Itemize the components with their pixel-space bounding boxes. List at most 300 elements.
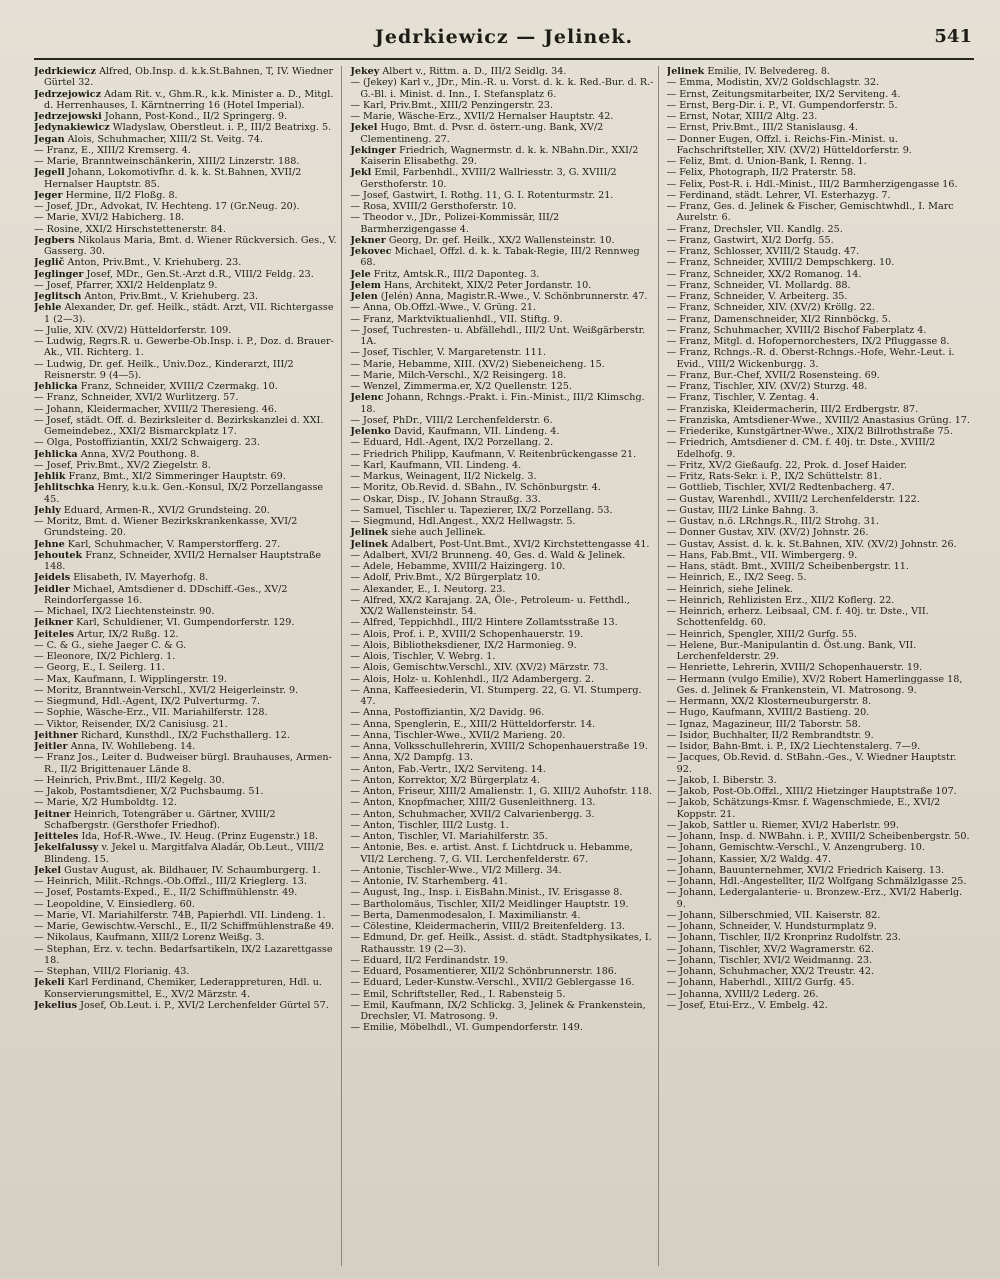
directory-entry: [350, 381, 653, 392]
directory-entry: [350, 359, 653, 370]
entry-surname: Jekner: [350, 234, 386, 246]
entry-details: — C. & G., siehe Jaeger C. & G.: [34, 639, 187, 651]
entry-details: Anna, IV. Wohllebeng. 14.: [70, 741, 196, 752]
directory-entry: [34, 685, 337, 696]
directory-entry: [667, 201, 970, 224]
entry-details: — Josef, Tischler, V. Margaretenstr. 111.: [350, 347, 546, 359]
directory-entry: [667, 134, 970, 157]
directory-entry: [34, 876, 337, 887]
directory-entry: [350, 674, 653, 685]
directory-entry: [350, 1000, 653, 1023]
entry-details: — Markus, Weinagent, II/2 Nickelg. 3.: [350, 471, 537, 482]
entry-details: — Emil, Kaufmann, IX/2 Schlickg. 3, Jelinek & Frankenstein, Drechsler, VI. Matrosong. 9.: [350, 999, 646, 1022]
directory-entry: [667, 696, 970, 707]
entry-details: — Johanna, XVIII/2 Lederg. 26.: [666, 988, 819, 1000]
entry-details: — Hermann (vulgo Emilie), XV/2 Robert Hamerlinggasse 18, Ges. d. Jelinek & Frankenstein, VI. Matrosong. 9.: [666, 673, 963, 696]
directory-entry: [350, 764, 653, 775]
directory-entry: [667, 674, 970, 697]
directory-entry: [34, 437, 337, 448]
directory-entry: [34, 224, 337, 235]
entry-surname: Jekel: [34, 864, 62, 876]
directory-entry: [34, 111, 337, 122]
directory-entry: [34, 809, 337, 832]
entry-details: — Moritz, Branntwein-Verschl., XVI/2 Heigerleinstr. 9.: [34, 684, 299, 696]
entry-details: Alfred, Ob.Insp. d. k.k.St.Bahnen, T, IV. Wiedner Gürtel 32.: [44, 66, 334, 89]
directory-entry: [350, 730, 653, 741]
directory-entry: [667, 392, 970, 403]
entry-surname: Jehlitschka: [34, 482, 95, 494]
directory-entry: [667, 887, 970, 910]
directory-entry: [350, 167, 653, 190]
entry-details: — Siegmund, Hdl.Angest., XX/2 Hellwagstr. 5.: [350, 516, 576, 527]
entry-details: — Marie, Gewischtw.-Verschl., E., II/2 Schiffmühlenstraße 49.: [34, 921, 335, 932]
entry-details: — Felix, Photograph, II/2 Praterstr. 58.: [666, 167, 857, 179]
entry-surname: Jeidler: [34, 583, 70, 595]
entry-details: — Isidor, Buchhalter, II/2 Rembrandtstr. 9.: [666, 729, 874, 741]
directory-entry: [34, 707, 337, 718]
directory-entry: [667, 325, 970, 336]
entry-details: Hermine, II/2 Floßg. 8.: [65, 189, 178, 201]
entry-details: — Johann, Hdl.-Angestellter, II/2 Wolfgang Schmälzlgasse 25.: [666, 876, 967, 887]
directory-entry: [350, 651, 653, 662]
entry-surname: Jekelius: [34, 999, 78, 1011]
column-right: [667, 66, 974, 1266]
directory-entry: [667, 797, 970, 820]
directory-entry: [350, 280, 653, 291]
entry-details: — Gustav, III/2 Linke Bahng. 3.: [666, 504, 819, 516]
entry-details: — Ludwig, Dr. gef. Heilk., Univ.Doz., Kinderarzt, III/2 Reisnerstr. 9 (4—5).: [34, 358, 294, 381]
directory-entry: [350, 111, 653, 122]
directory-entry: [350, 460, 653, 471]
directory-entry: [350, 842, 653, 865]
directory-entry: [667, 505, 970, 516]
directory-entry: [350, 966, 653, 977]
entry-details: Emil, Farbenhdl., XVIII/2 Wallriesstr. 3, G. XVIII/2 Gersthoferstr. 10.: [360, 167, 617, 190]
directory-entry: [667, 561, 970, 572]
page-number: 541: [934, 26, 972, 47]
directory-entry: [34, 302, 337, 325]
entry-details: — Johann, Tischler, XVI/2 Weidmanng. 23.: [666, 954, 873, 966]
entry-details: — Franz, Ges. d. Jelinek & Fischer, Gemischtwhdl., I. Marc Aurelstr. 6.: [666, 201, 954, 224]
entry-details: — Anton, Knopfmacher, XIII/2 Gusenleithnerg. 13.: [350, 797, 596, 809]
directory-entry: [350, 831, 653, 842]
directory-entry: [34, 235, 337, 258]
entry-details: Anton, Priv.Bmt., V. Kriehuberg. 23.: [84, 291, 259, 302]
entry-details: — Marie, Branntweinschänkerin, XIII/2 Linzerstr. 188.: [34, 156, 300, 167]
entry-details: — Julie, XIV. (XV/2) Hütteldorferstr. 109.: [34, 324, 232, 336]
entry-details: Franz, Schneider, XVIII/2 Czermakg. 10.: [80, 381, 278, 392]
entry-details: Adalbert, Post-Unt.Bmt., XVI/2 Kirchstettengasse 41.: [391, 538, 650, 550]
directory-entry: [350, 865, 653, 876]
entry-details: — Ludwig, Regrs.R. u. Gewerbe-Ob.Insp. i. P., Doz. d. Brauer-Ak., VII. Richterg. 1.: [34, 336, 334, 359]
entry-details: — Michael, IX/2 Liechtensteinstr. 90.: [34, 606, 215, 617]
directory-entry: [350, 471, 653, 482]
entry-surname: Jeglitsch: [34, 291, 82, 302]
entry-details: — Anton, Fab.-Vertr., IX/2 Serviteng. 14.: [350, 763, 546, 775]
entry-surname: Jehle: [34, 302, 62, 314]
entry-details: — Ignaz, Magazineur, III/2 Taborstr. 58.: [666, 718, 861, 730]
directory-entry: [350, 235, 653, 246]
directory-entry: [667, 122, 970, 133]
directory-entry: [667, 66, 970, 77]
entry-details: — Marie, XVI/2 Habicherg. 18.: [34, 212, 185, 224]
entry-details: — Anna, X/2 Dampfg. 13.: [350, 752, 473, 764]
entry-details: — Sophie, Wäsche-Erz., VII. Mariahilferstr. 128.: [34, 707, 268, 719]
entry-details: — Anton, Korrektor, X/2 Bürgerplatz 4.: [350, 774, 541, 786]
directory-entry: [350, 145, 653, 168]
entry-details: — Eleonore, IX/2 Pichlerg. 1.: [34, 651, 176, 662]
entry-details: — Johann, Haberhdl., XIII/2 Gurfg. 45.: [666, 977, 855, 989]
directory-entry: [34, 505, 337, 516]
directory-entry: [667, 707, 970, 718]
entry-details: — Josef, Pfarrer, XXI/2 Heldenplatz 9.: [34, 279, 218, 291]
directory-entry: [350, 629, 653, 640]
directory-entry: [34, 156, 337, 167]
directory-entry: [667, 156, 970, 167]
entry-details: — Franz, Drechsler, VII. Kandlg. 25.: [666, 223, 843, 235]
directory-entry: [34, 797, 337, 808]
entry-details: — Josef, JDr., Advokat, IV. Hechteng. 17 (Gr.Neug. 20).: [34, 201, 300, 212]
directory-entry: [667, 820, 970, 831]
entry-details: — Edmund, Dr. gef. Heilk., Assist. d. städt. Stadtphysikates, I. Rathausstr. 19 (2—3).: [350, 932, 652, 955]
directory-entry: [34, 921, 337, 932]
directory-entry: [34, 1000, 337, 1011]
directory-entry: [34, 865, 337, 876]
entry-details: — Ernst, Zeitungsmitarbeiter, IX/2 Serviteng. 4.: [666, 88, 901, 100]
entry-details: — Samuel, Tischler u. Tapezierer, IX/2 Porzellang. 53.: [350, 504, 613, 516]
directory-entry: [350, 505, 653, 516]
directory-entry: [667, 314, 970, 325]
entry-details: — Johann, Bauunternehmer, XVI/2 Friedrich Kaiserg. 13.: [666, 864, 945, 876]
entry-details: — Anton, Friseur, XIII/2 Amalienstr. 1, G. XIII/2 Auhofstr. 118.: [350, 786, 653, 797]
directory-entry: [667, 494, 970, 505]
entry-details: — Stephan, Erz. v. techn. Bedarfsartikeln, IX/2 Lazarettgasse 18.: [34, 943, 333, 966]
entry-details: — Ernst, Notar, XIII/2 Altg. 23.: [666, 111, 818, 122]
entry-details: — Anna, Tischler-Wwe., XVII/2 Marieng. 20.: [350, 729, 566, 741]
directory-entry: [350, 685, 653, 708]
directory-entry: [34, 629, 337, 640]
entry-details: Fritz, Amtsk.R., III/2 Daponteg. 3.: [373, 268, 540, 280]
directory-entry: [350, 269, 653, 280]
entry-surname: Jedrkiewicz: [34, 66, 96, 77]
directory-entry: [667, 640, 970, 663]
entry-details: — Franz, E., XIII/2 Kremserg. 4.: [34, 144, 191, 156]
entry-details: — Johann, Kassier, X/2 Waldg. 47.: [666, 853, 832, 865]
entry-details: — Ernst, Berg-Dir. i. P., VI. Gumpendorferstr. 5.: [666, 99, 898, 111]
directory-entry: [34, 730, 337, 741]
directory-entry: [350, 437, 653, 448]
entry-details: Ida, Hof-R.-Wwe., IV. Heug. (Prinz Eugenstr.) 18.: [81, 831, 319, 842]
entry-details: — Gottlieb, Tischler, XVI/2 Redtenbacherg. 47.: [666, 482, 895, 494]
entry-details: — Ernst, Priv.Bmt., III/2 Stanislausg. 4.: [666, 122, 858, 134]
entry-details: — Alois, Prof. i. P., XVIII/2 Schopenhauerstr. 19.: [350, 628, 584, 640]
directory-entry: [667, 89, 970, 100]
directory-entry: [667, 1000, 970, 1011]
entry-details: — Josef, PhDr., VIII/2 Lerchenfelderstr. 6.: [350, 414, 553, 426]
directory-entry: [34, 944, 337, 967]
entry-surname: Jegell: [34, 167, 65, 179]
entry-details: Friedrich, Wagnermstr. d. k. k. NBahn.Dir., XXI/2 Kaiserin Elisabethg. 29.: [360, 144, 639, 167]
directory-entry: [667, 775, 970, 786]
entry-details: — Franz, Schuhmacher, XVIII/2 Bischof Faberplatz 4.: [666, 324, 927, 336]
entry-details: — Eduard, Leder-Kunstw.-Verschl., XVII/2 Geblergasse 16.: [350, 977, 635, 989]
entry-surname: Jeiteles: [34, 628, 74, 640]
entry-surname: Jehoutek: [34, 549, 83, 561]
entry-details: — Anton, Schuhmacher, XVII/2 Calvarienbergg. 3.: [350, 808, 595, 820]
directory-entry: [667, 966, 970, 977]
entry-details: — Johann, Silberschmied, VII. Kaiserstr. 82.: [666, 909, 881, 921]
entry-surname: Jehlik: [34, 471, 66, 482]
entry-details: Johann, Rchngs.-Prakt. i. Fin.-Minist., III/2 Klimschg. 18.: [360, 392, 645, 415]
entry-details: — Johann, Tischler, XV/2 Wagramerstr. 62.: [666, 943, 874, 955]
directory-entry: [34, 89, 337, 112]
directory-entry: [350, 977, 653, 988]
entry-details: — Heinrich, Spengler, XIII/2 Gurfg. 55.: [666, 628, 858, 640]
directory-entry: [350, 876, 653, 887]
entry-surname: Jekeli: [34, 977, 65, 989]
entry-surname: Jelinek: [666, 66, 705, 77]
directory-entry: [350, 662, 653, 673]
directory-entry: [350, 314, 653, 325]
entry-details: — Franz, Schneider, XVIII/2 Dempschkerg. 10.: [666, 257, 895, 269]
directory-entry: [350, 707, 653, 718]
entry-details: — Rosine, XXI/2 Hirschstettenerstr. 84.: [34, 223, 226, 235]
entry-details: Hans, Architekt, XIX/2 Peter Jordanstr. 10.: [383, 279, 592, 291]
entry-details: Emilie, IV. Belvedereg. 8.: [707, 66, 830, 77]
directory-entry: [667, 291, 970, 302]
directory-entry: [350, 741, 653, 752]
directory-entry: [667, 460, 970, 471]
entry-details: — Jacques, Ob.Revid. d. StBahn.-Ges., V. Wiedner Hauptstr. 92.: [666, 752, 957, 775]
entry-details: — Max, Kaufmann, I. Wipplingerstr. 19.: [34, 673, 227, 685]
entry-details: — Johann, Schuhmacher, XX/2 Treustr. 42.: [666, 966, 874, 977]
directory-entry: [667, 876, 970, 887]
directory-entry: [34, 662, 337, 673]
entry-details: — Gustav, Assist. d. k. k. St.Bahnen, XIV. (XV/2) Johnstr. 26.: [666, 538, 957, 550]
entry-details: — Anton, Tischler, VI. Mariahilferstr. 35.: [350, 831, 548, 842]
entry-surname: Jedrzejowski: [34, 111, 102, 122]
directory-columns: [34, 66, 974, 1266]
entry-details: — Hans, Fab.Bmt., VII. Wimbergerg. 9.: [666, 549, 858, 561]
entry-details: Alexander, Dr. gef. Heilk., städt. Arzt, VII. Richtergasse 1 (2—3).: [44, 302, 334, 325]
directory-entry: [667, 179, 970, 190]
entry-details: Adam Rit. v., Ghm.R., k.k. Minister a. D., Mitgl. d. Herrenhauses, I. Kärntnerring 16 (Hotel Imperial).: [44, 88, 334, 111]
entry-details: — Johann, Gemischtw.-Verschl., V. Anzengruberg. 10.: [666, 842, 925, 854]
entry-details: — Feliz, Bmt. d. Union-Bank, I. Renng. 1.: [666, 156, 867, 167]
entry-details: Josef, MDr., Gen.St.-Arzt d.R., VIII/2 Feldg. 23.: [86, 268, 314, 280]
entry-surname: Jekl: [350, 167, 372, 179]
column-middle: [350, 66, 658, 1266]
directory-entry: [350, 449, 653, 460]
entry-details: — Franz, Schneider, XVI/2 Wurlitzerg. 57.: [34, 392, 239, 404]
directory-entry: [34, 831, 337, 842]
directory-entry: [34, 415, 337, 438]
entry-details: — Friedrich, Amtsdiener d. CM. f. 40j. tr. Dste., XVIII/2 Edelhofg. 9.: [666, 437, 936, 460]
directory-entry: [667, 955, 970, 966]
directory-entry: [34, 572, 337, 583]
directory-entry: [34, 741, 337, 752]
entry-details: — Johann, Insp. d. NWBahn. i. P., XVIII/2 Scheibenbergstr. 50.: [666, 831, 970, 842]
entry-details: — Anna, Ob.Offzl.-Wwe., V. Grüng. 21.: [350, 302, 537, 314]
entry-details: v. Jekel u. Margitfalva Aladár, Ob.Leut., VIII/2 Blindeng. 15.: [44, 842, 325, 865]
entry-details: — Hermann, XX/2 Klosterneuburgerstr. 8.: [666, 696, 872, 707]
entry-details: — Alois, Holz- u. Kohlenhdl., II/2 Adambergerg. 2.: [350, 673, 595, 685]
entry-surname: Jeidels: [34, 572, 71, 584]
entry-surname: Jehlicka: [34, 381, 78, 392]
directory-entry: [350, 786, 653, 797]
directory-entry: [34, 190, 337, 201]
entry-details: — Oskar, Disp., IV. Johann Straußg. 33.: [350, 493, 541, 505]
entry-details: — Josef, Tuchresten- u. Abfällehdl., III/2 Unt. Weißgärberstr. 1A.: [350, 324, 646, 347]
entry-details: — Heinrich, E., IX/2 Seeg. 5.: [666, 572, 807, 584]
entry-surname: Jeglič: [34, 257, 65, 269]
directory-entry: [667, 269, 970, 280]
directory-entry: [34, 212, 337, 223]
directory-entry: [350, 246, 653, 269]
entry-details: — Alois, Tischler, V. Webrg. 1.: [350, 651, 496, 662]
entry-details: — Josef, Gastwirt, I. Rothg. 11, G. I. Rotenturmstr. 21.: [350, 189, 614, 201]
directory-entry: [667, 629, 970, 640]
entry-details: Franz, Schneider, XVII/2 Hernalser Hauptstraße 148.: [44, 549, 322, 572]
directory-entry: [34, 752, 337, 775]
directory-entry: [667, 719, 970, 730]
entry-details: David, Kaufmann, VII. Lindeng. 4.: [393, 426, 560, 437]
directory-entry: [34, 899, 337, 910]
directory-entry: [350, 932, 653, 955]
entry-details: Gustav August, ak. Bildhauer, IV. Schaumburgerg. 1.: [64, 864, 321, 876]
entry-surname: Jehlicka: [34, 448, 78, 460]
entry-details: — Alexander, E., I. Neutorg. 23.: [350, 583, 506, 595]
entry-details: Wladyslaw, Oberstleut. i. P., III/2 Beatrixg. 5.: [112, 122, 332, 134]
entry-details: Franz, Bmt., XI/2 Simmeringer Hauptstr. 69.: [68, 471, 286, 482]
entry-surname: Jeitteles: [34, 831, 79, 842]
entry-details: — Eduard, II/2 Ferdinandstr. 19.: [350, 954, 509, 966]
directory-entry: [34, 449, 337, 460]
directory-entry: [667, 426, 970, 437]
directory-entry: [667, 550, 970, 561]
entry-details: — Marie, X/2 Humboldtg. 12.: [34, 797, 177, 809]
entry-surname: Jeikner: [34, 617, 74, 629]
entry-details: — Friedrich Philipp, Kaufmann, V. Reitenbrückengasse 21.: [350, 448, 637, 460]
directory-entry: [34, 392, 337, 403]
directory-entry: [667, 752, 970, 775]
directory-entry: [34, 842, 337, 865]
entry-details: — Adalbert, XVI/2 Brunneng. 40, Ges. d. Wald & Jelinek.: [350, 549, 626, 561]
directory-entry: [667, 111, 970, 122]
entry-surname: Jehne: [34, 538, 65, 550]
entry-surname: Jelenc: [350, 392, 384, 404]
entry-details: — Jakob, Postamtsdiener, X/2 Puchsbaumg. 51.: [34, 786, 264, 797]
directory-entry: [350, 527, 653, 538]
entry-details: — Emma, Modistin, XV/2 Goldschlagstr. 32.: [666, 77, 880, 89]
directory-entry: [34, 280, 337, 291]
entry-details: — Helene, Bur.-Manipulantin d. Öst.ung. Bank, VII. Lerchenfelderstr. 29.: [666, 639, 917, 662]
directory-entry: [667, 381, 970, 392]
directory-entry: [350, 494, 653, 505]
directory-entry: [667, 77, 970, 88]
entry-details: Johann, Lokomotivfhr. d. k. k. St.Bahnen, XVII/2 Hernalser Hauptstr. 85.: [44, 167, 302, 190]
entry-details: — Heinrich, erherz. Leibsaal, CM. f. 40j. tr. Dste., VII. Schottenfeldg. 60.: [666, 606, 929, 629]
entry-details: Albert v., Rittm. a. D., III/2 Seidlg. 34.: [382, 66, 567, 77]
entry-details: — Heinrich, siehe Jelinek.: [666, 583, 793, 595]
directory-entry: [350, 617, 653, 628]
directory-entry: [667, 584, 970, 595]
entry-details: Henry, k.u.k. Gen.-Konsul, IX/2 Porzellangasse 45.: [44, 482, 324, 505]
directory-entry: [667, 415, 970, 426]
entry-surname: Jedrzejowicz: [34, 88, 102, 100]
directory-entry: [350, 212, 653, 235]
entry-details: — Berta, Damenmodesalon, I. Maximilianstr. 4.: [350, 909, 581, 921]
entry-details: — Antonie, Tischler-Wwe., VI/2 Millerg. 34.: [350, 864, 562, 876]
entry-surname: Jeitler: [34, 741, 68, 752]
directory-entry: [667, 471, 970, 482]
entry-details: — Karl, Kaufmann, VII. Lindeng. 4.: [350, 459, 522, 471]
entry-details: — Fritz, XV/2 Gießaufg. 22, Prok. d. Josef Haider.: [666, 459, 907, 471]
entry-details: — Alois, Bibliotheksdiener, IX/2 Harmonieg. 9.: [350, 639, 577, 651]
directory-entry: [667, 730, 970, 741]
entry-details: — Eduard, Hdl.-Agent, IX/2 Porzellang. 2.: [350, 437, 554, 449]
entry-details: — Anna, Spenglerin, E., XIII/2 Hütteldorferstr. 14.: [350, 718, 596, 730]
entry-surname: Jelenko: [350, 426, 391, 437]
directory-entry: [350, 482, 653, 493]
entry-details: — Franz, Schneider, XX/2 Romanog. 14.: [666, 268, 862, 280]
directory-entry: [34, 134, 337, 145]
directory-entry: [350, 550, 653, 561]
entry-details: — Franz, Rchngs.-R. d. Oberst-Rchngs.-Hofe, Wehr.-Leut. i. Evid., VIII/2 Wickenburgg. 3.: [666, 347, 955, 370]
entry-details: Karl, Schuhmacher, V. Ramperstorfferg. 27.: [67, 538, 281, 550]
directory-entry: [350, 719, 653, 730]
entry-details: — Hugo, Kaufmann, XVIII/2 Bastieng. 20.: [666, 707, 870, 719]
entry-details: — Franz Jos., Leiter d. Budweiser bürgl. Brauhauses, Armen-R., II/2 Brigittenauer Lände 8.: [34, 752, 332, 775]
entry-details: — Heinrich, Rehlizisten Erz., XII/2 Koflerg. 22.: [666, 594, 895, 606]
entry-details: Artur, IX/2 Rußg. 12.: [77, 628, 179, 640]
entry-details: Eduard, Armen-R., XVI/2 Grundsteing. 20.: [63, 504, 270, 516]
directory-entry: [667, 516, 970, 527]
directory-entry: [34, 550, 337, 573]
entry-details: Heinrich, Totengräber u. Gärtner, XVIII/2 Schafbergstr. (Gersthofer Friedhof).: [44, 808, 276, 831]
directory-entry: [350, 910, 653, 921]
entry-details: Alois, Schuhmacher, XIII/2 St. Veitg. 74.: [67, 133, 263, 145]
directory-entry: [350, 1022, 653, 1033]
directory-entry: [667, 595, 970, 606]
directory-entry: [34, 775, 337, 786]
directory-entry: [667, 167, 970, 178]
entry-surname: Jekovec: [350, 246, 392, 257]
directory-entry: [350, 572, 653, 583]
entry-details: — Emilie, Möbelhdl., VI. Gumpendorferstr. 149.: [350, 1022, 583, 1034]
directory-entry: [667, 572, 970, 583]
entry-details: Michael, Offzl. d. k. k. Tabak-Regie, III/2 Rennweg 68.: [360, 246, 640, 269]
entry-surname: Jekel: [350, 122, 378, 134]
entry-details: — Marie, VI. Mariahilferstr. 74B, Papierhdl. VII. Lindeng. 1.: [34, 909, 326, 921]
directory-entry: [34, 966, 337, 977]
entry-details: — Theodor v., JDr., Polizei-Kommissär, III/2 Barmherzigengasse 4.: [350, 212, 560, 235]
directory-entry: [350, 955, 653, 966]
entry-details: — Ferdinand, städt. Lehrer, VI. Esterhazyg. 7.: [666, 189, 891, 201]
directory-entry: [34, 325, 337, 336]
entry-details: — Johann, Tischler, II/2 Kronprinz Rudolfstr. 23.: [666, 932, 901, 944]
entry-details: — Henriette, Lehrerin, XVIII/2 Schopenhauerstr. 19.: [666, 662, 923, 674]
directory-entry: [350, 122, 653, 145]
directory-entry: [34, 617, 337, 628]
entry-surname: Jeger: [34, 189, 63, 201]
directory-entry: [667, 527, 970, 538]
entry-details: — Anna, Kaffeesiederin, VI. Stumperg. 22, G. VI. Stumperg. 47.: [350, 684, 642, 707]
directory-entry: [350, 887, 653, 898]
entry-details: Johann, Post-Kond., II/2 Springerg. 9.: [104, 111, 288, 122]
directory-entry: [350, 820, 653, 831]
directory-entry: [34, 651, 337, 662]
